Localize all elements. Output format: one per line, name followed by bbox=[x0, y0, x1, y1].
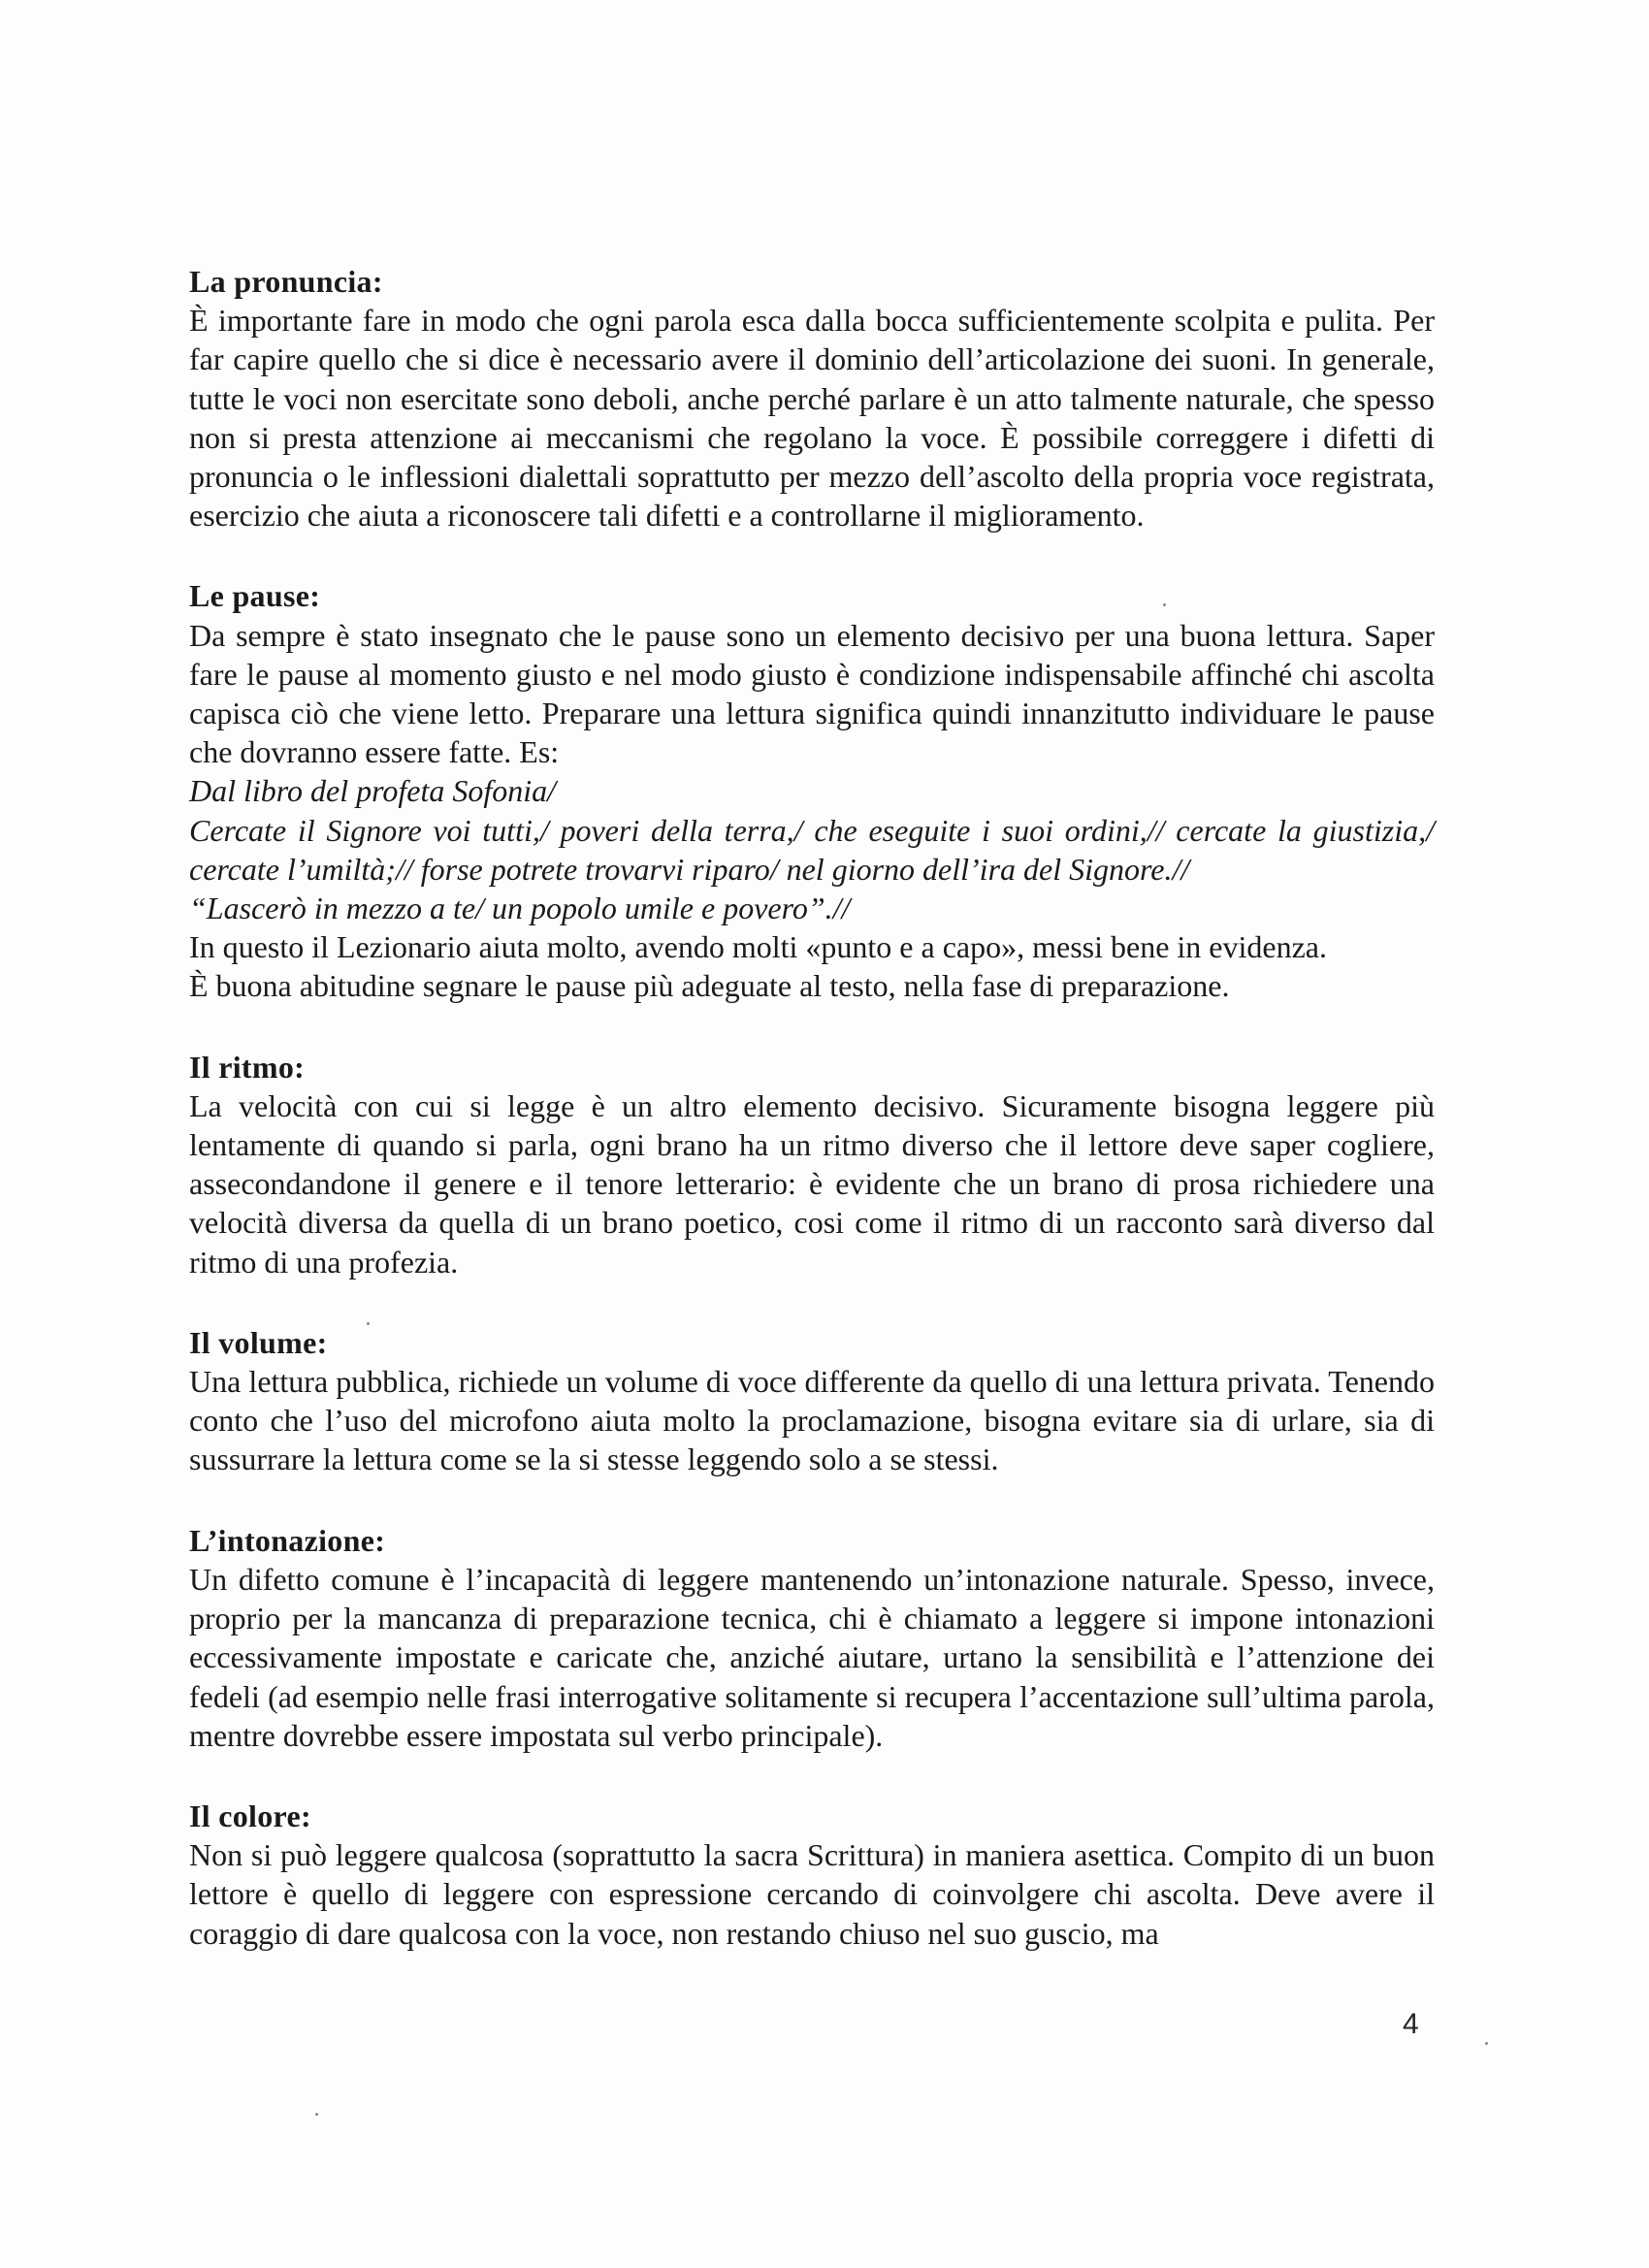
example-text: Cercate il Signore voi tutti,/ poveri della terra,/ che eseguite i suoi ordini,// cercate la giustizia,/ cercate l’umiltà;// forse potrete trovarvi riparo/ nel giorno dell’ira del Signore.// bbox=[189, 812, 1435, 887]
scan-speck bbox=[367, 1322, 370, 1325]
section-paragraph: Da sempre è stato insegnato che le pause sono un elemento decisivo per una buona lettura. Saper fare le pause al momento giusto e nel modo giusto è condizione indispensabile affinché chi ascolta capisca ciò che viene letto. Preparare una lettura significa quindi innanzitutto individuare le pause che dovranno essere fatte. Es: bbox=[189, 617, 1435, 770]
scan-speck bbox=[315, 2113, 318, 2116]
section-intonazione bbox=[189, 1521, 1435, 1755]
section-paragraph: La velocità con cui si legge è un altro elemento decisivo. Sicuramente bisogna leggere più lentamente di quando si parla, ogni brano ha un ritmo diverso che il lettore deve saper cogliere, assecondandone il genere e il tenore letterario: è evidente che un brano di prosa richiedere una velocità diversa da quella di un brano poetico, cosi come il ritmo di un racconto sarà diverso dal ritmo di una profezia. bbox=[189, 1087, 1435, 1280]
section-pronuncia bbox=[189, 262, 1435, 535]
section-heading: L’intonazione: bbox=[189, 1522, 386, 1558]
section-paragraph: Una lettura pubblica, richiede un volume di voce differente da quello di una lettura privata. Tenendo conto che l’uso del microfono aiuta molto la proclamazione, bisogna evitare sia di urlare, sia di sussurrare la lettura come se la si stesse leggendo solo a se stessi. bbox=[189, 1364, 1435, 1477]
page-content bbox=[189, 262, 1435, 1953]
scan-speck bbox=[1485, 2042, 1488, 2045]
section-heading: Il volume: bbox=[189, 1324, 328, 1360]
section-paragraph: È importante fare in modo che ogni parola esca dalla bocca sufficientemente scolpita e pulita. Per far capire quello che si dice è necessario avere il dominio dell’articolazione dei suoni. In generale, tutte le voci non esercitate sono deboli, anche perché parlare è un atto talmente naturale, che spesso non si presta attenzione ai meccanismi che regolano la voce. È possibile correggere i difetti di pronuncia o le inflessioni dialettali soprattutto per mezzo dell’ascolto della propria voce registrata, esercizio che aiuta a riconoscere tali difetti e a controllarne il miglioramento. bbox=[189, 303, 1435, 534]
section-paragraph: Non si può leggere qualcosa (soprattutto la sacra Scrittura) in maniera asettica. Compito di un buon lettore è quello di leggere con espressione cercando di coinvolgere chi ascolta. Deve avere il coraggio di dare qualcosa con la voce, non restando chiuso nel suo guscio, ma bbox=[189, 1837, 1435, 1951]
section-heading: Le pause: bbox=[189, 578, 321, 614]
section-paragraph: In questo il Lezionario aiuta molto, avendo molti «punto e a capo», messi bene in evidenza. bbox=[189, 929, 1327, 965]
section-paragraph: Un difetto comune è l’incapacità di leggere mantenendo un’intonazione naturale. Spesso, invece, proprio per la mancanza di preparazione tecnica, chi è chiamato a leggere si impone intonazioni eccessivamente impostate e caricate che, anziché aiutare, urtano la sensibilità e l’attenzione dei fedeli (ad esempio nelle frasi interrogative solitamente si recupera l’accentazione sull’ultima parola, mentre dovrebbe essere impostata sul verbo principale). bbox=[189, 1561, 1435, 1753]
scan-speck bbox=[1163, 603, 1166, 606]
page-number: 4 bbox=[1403, 2008, 1419, 2040]
section-ritmo bbox=[189, 1048, 1435, 1281]
section-heading: Il colore: bbox=[189, 1798, 311, 1833]
example-title: Dal libro del profeta Sofonia/ bbox=[189, 773, 557, 809]
section-heading: Il ritmo: bbox=[189, 1049, 306, 1085]
section-volume bbox=[189, 1323, 1435, 1479]
example-quote: “Lascerò in mezzo a te/ un popolo umile e povero”.// bbox=[189, 891, 851, 926]
section-pause bbox=[189, 576, 1435, 1005]
section-heading: La pronuncia: bbox=[189, 264, 383, 299]
section-colore bbox=[189, 1797, 1435, 1953]
section-paragraph: È buona abitudine segnare le pause più adeguate al testo, nella fase di preparazione. bbox=[189, 968, 1230, 1004]
